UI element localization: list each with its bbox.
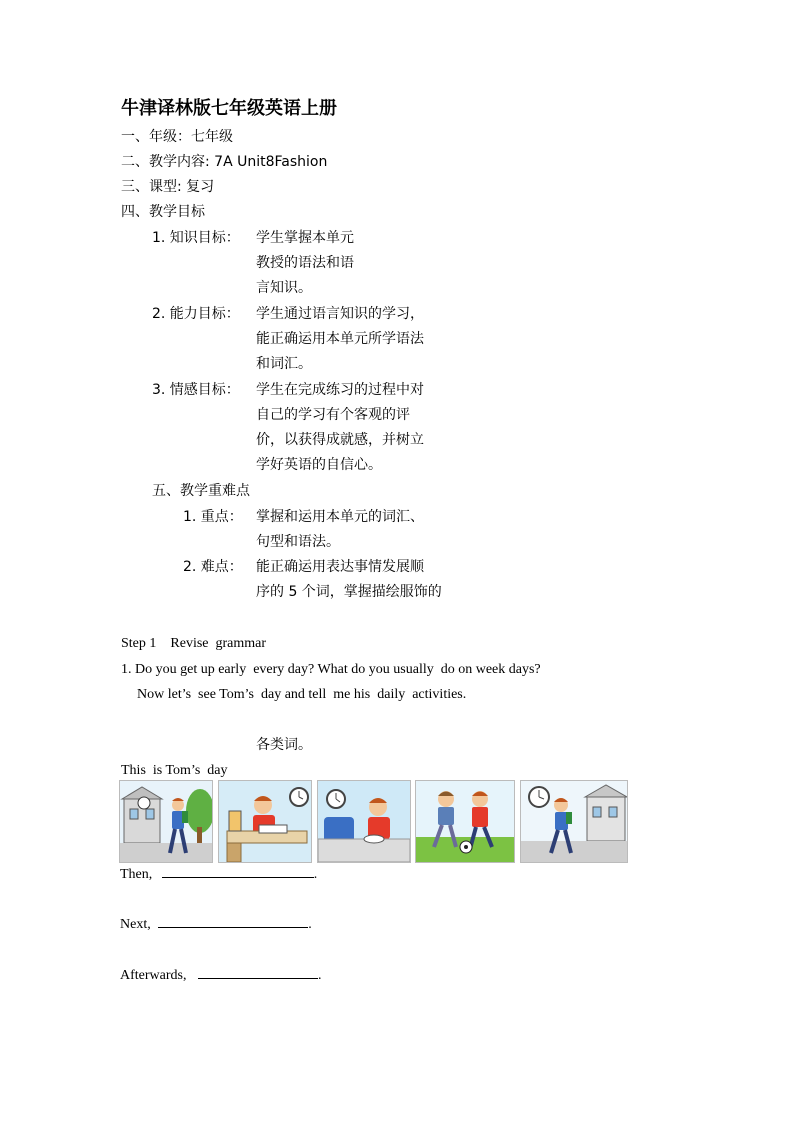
type-line: 三、课型: 复习 — [121, 179, 215, 195]
picture-walking-to-school — [119, 780, 213, 863]
key-point-1-line: 掌握和运用本单元的词汇、 — [256, 509, 424, 525]
prompt-then-end: . — [313, 867, 318, 882]
goal-2-line: 能正确运用本单元所学语法 — [256, 331, 424, 347]
goal-2-line: 和词汇。 — [256, 356, 312, 372]
question-1: 1. Do you get up early every day? What do you usually do on week days? — [121, 662, 541, 677]
goal-3-line: 学生在完成练习的过程中对 — [256, 382, 424, 398]
prompt-afterwards-word: Afterwards, — [120, 968, 187, 983]
question-1-cont: Now let’s see Tom’s day and tell me his daily activities. — [137, 687, 467, 702]
prompt-then — [120, 864, 317, 884]
prompt-afterwards — [120, 965, 321, 985]
prompt-afterwards-end: . — [317, 968, 322, 983]
intro-line: This is Tom’s day — [121, 763, 228, 778]
picture-playing-football — [415, 780, 515, 863]
answer-blank-then[interactable] — [162, 864, 314, 878]
picture-reading-at-desk — [218, 780, 312, 863]
key-point-2-line: 序的 5 个词，掌握描绘服饰的 — [256, 584, 442, 600]
goal-3-line: 自己的学习有个客观的评 — [256, 407, 410, 423]
goal-1-line: 言知识。 — [256, 280, 312, 296]
prompt-next-end: . — [308, 917, 312, 932]
picture-walking-home — [520, 780, 628, 863]
goal-2-label: 2. 能力目标： — [152, 306, 240, 322]
goal-3-label: 3. 情感目标： — [152, 382, 240, 398]
goal-3-line: 学好英语的自信心。 — [256, 457, 382, 473]
prompt-next-word: Next, — [120, 917, 151, 932]
page-title: 牛津译林版七年级英语上册 — [121, 98, 337, 119]
key-point-1-label: 1. 重点： — [183, 509, 243, 525]
grade-line: 一、年级：七年级 — [121, 129, 233, 145]
goal-1-line: 教授的语法和语 — [256, 255, 354, 271]
goal-3-line: 价，以获得成就感，并树立 — [256, 432, 424, 448]
step1-heading: Step 1 Revise grammar — [121, 636, 267, 651]
answer-blank-next[interactable] — [158, 914, 308, 928]
goal-1-label: 1. 知识目标： — [152, 230, 240, 246]
goal-1-line: 学生掌握本单元 — [256, 230, 354, 246]
key-point-2-line: 能正确运用表达事情发展顺 — [256, 559, 424, 575]
content-line: 二、教学内容: 7A Unit8Fashion — [121, 154, 328, 170]
answer-blank-afterwards[interactable] — [198, 965, 318, 979]
goal-2-line: 学生通过语言知识的学习， — [256, 306, 424, 322]
goals-heading: 四、教学目标 — [121, 204, 205, 220]
key-point-1-line: 句型和语法。 — [256, 534, 340, 550]
floating-text: 各类词。 — [256, 737, 312, 753]
key-point-2-label: 2. 难点： — [183, 559, 243, 575]
prompt-next — [120, 914, 312, 934]
prompt-then-word: Then, — [120, 867, 153, 882]
key-points-heading: 五、教学重难点 — [152, 483, 250, 499]
picture-eating-breakfast — [317, 780, 411, 863]
